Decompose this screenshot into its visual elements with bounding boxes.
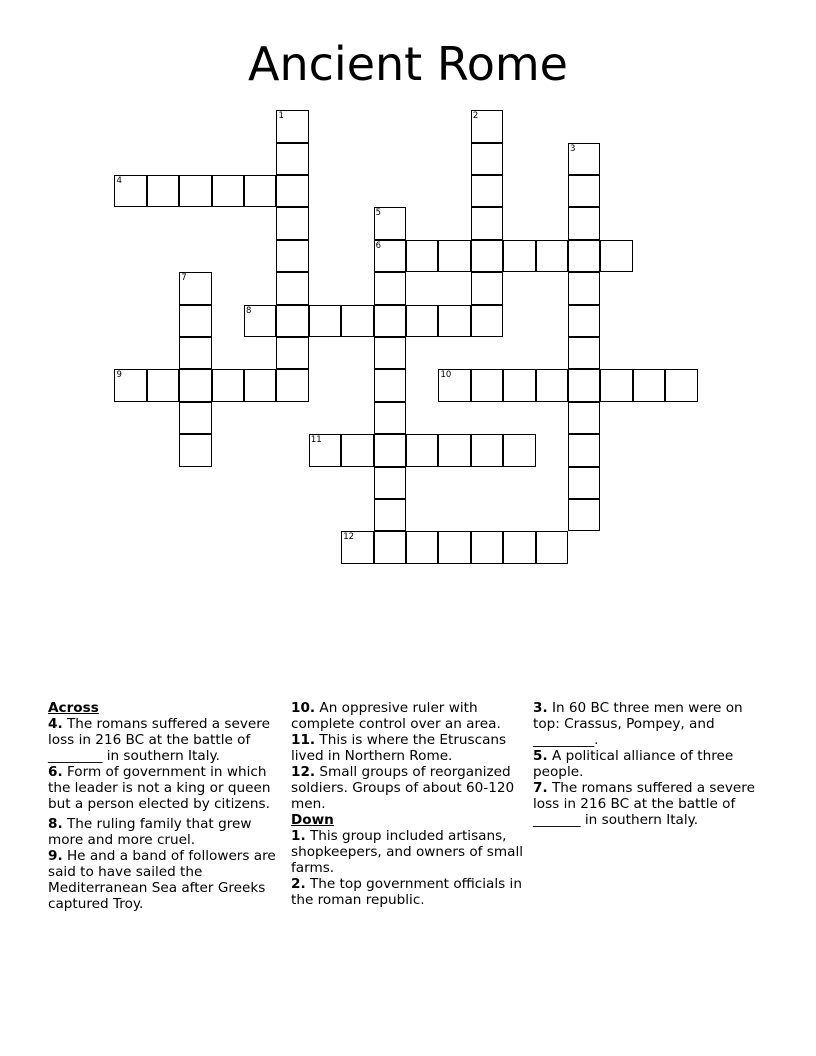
clue-text: The romans suffered a severe loss in 216 BC at the battle of _______ in southern Italy. xyxy=(533,780,755,828)
clue-number: 4. xyxy=(48,716,63,732)
clue-column-3 xyxy=(533,700,758,828)
grid-cell[interactable] xyxy=(568,175,600,207)
clue-text: The romans suffered a severe loss in 216 BC at the battle of ________ in southern Italy. xyxy=(48,716,270,764)
clue-across-12 xyxy=(291,764,523,812)
grid-cell[interactable] xyxy=(374,499,406,531)
clue-number-label: 12 xyxy=(343,532,355,543)
grid-cell[interactable] xyxy=(438,369,470,401)
clue-number: 8. xyxy=(48,816,63,832)
grid-cell[interactable] xyxy=(568,467,600,499)
grid-cell[interactable] xyxy=(276,272,308,304)
grid-cell[interactable] xyxy=(568,499,600,531)
clue-across-8 xyxy=(48,816,280,848)
clue-number-label: 10 xyxy=(440,370,452,381)
grid-cell[interactable] xyxy=(179,337,211,369)
clue-text: Form of government in which the leader is not a king or queen but a person elected by citizens. xyxy=(48,764,271,812)
clue-down-7 xyxy=(533,780,758,828)
grid-cell[interactable] xyxy=(341,434,373,466)
grid-cell[interactable] xyxy=(374,531,406,563)
clue-number-label: 9 xyxy=(116,370,122,381)
grid-cell[interactable] xyxy=(633,369,665,401)
clue-number: 2. xyxy=(291,876,306,892)
grid-cell[interactable] xyxy=(212,175,244,207)
grid-cell[interactable] xyxy=(568,337,600,369)
grid-cell[interactable] xyxy=(568,240,600,272)
clue-number-label: 3 xyxy=(570,143,576,154)
clue-number-label: 1 xyxy=(278,111,284,122)
grid-cell[interactable] xyxy=(471,434,503,466)
clue-down-5 xyxy=(533,748,758,780)
clue-text: An oppresive ruler with complete control over an area. xyxy=(291,700,501,732)
grid-cell[interactable] xyxy=(179,175,211,207)
grid-cell[interactable] xyxy=(536,240,568,272)
grid-cell[interactable] xyxy=(471,369,503,401)
grid-cell[interactable] xyxy=(276,337,308,369)
grid-cell[interactable] xyxy=(374,434,406,466)
grid-cell[interactable] xyxy=(374,402,406,434)
clue-number: 9. xyxy=(48,848,63,864)
clue-text: This group included artisans, shopkeepers, and owners of small farms. xyxy=(291,828,523,876)
grid-cell[interactable] xyxy=(276,240,308,272)
clue-across-11 xyxy=(291,732,523,764)
grid-cell[interactable] xyxy=(406,434,438,466)
grid-cell[interactable] xyxy=(374,467,406,499)
clue-number-label: 11 xyxy=(310,435,322,446)
grid-cell[interactable] xyxy=(471,531,503,563)
grid-cell[interactable] xyxy=(471,305,503,337)
grid-cell[interactable] xyxy=(568,402,600,434)
grid-cell[interactable] xyxy=(503,531,535,563)
grid-cell[interactable] xyxy=(406,305,438,337)
clue-text: He and a band of followers are said to have sailed the Mediterranean Sea after Greeks captured Troy. xyxy=(48,848,276,912)
grid-cell[interactable] xyxy=(438,305,470,337)
grid-cell[interactable] xyxy=(374,272,406,304)
grid-cell[interactable] xyxy=(665,369,697,401)
grid-cell[interactable] xyxy=(568,143,600,175)
grid-cell[interactable] xyxy=(536,369,568,401)
grid-cell[interactable] xyxy=(568,272,600,304)
across-heading: Across xyxy=(48,700,99,716)
grid-cell[interactable] xyxy=(568,434,600,466)
grid-cell[interactable] xyxy=(471,240,503,272)
clue-number: 6. xyxy=(48,764,63,780)
grid-cell[interactable] xyxy=(179,434,211,466)
grid-cell[interactable] xyxy=(309,305,341,337)
grid-cell[interactable] xyxy=(341,305,373,337)
grid-cell[interactable] xyxy=(179,272,211,304)
grid-cell[interactable] xyxy=(568,369,600,401)
grid-cell[interactable] xyxy=(568,207,600,239)
clue-column-1 xyxy=(48,700,280,912)
grid-cell[interactable] xyxy=(276,175,308,207)
grid-cell[interactable] xyxy=(438,531,470,563)
clue-text: Small groups of reorganized soldiers. Groups of about 60-120 men. xyxy=(291,764,515,812)
grid-cell[interactable] xyxy=(600,369,632,401)
grid-cell[interactable] xyxy=(212,369,244,401)
clue-across-9 xyxy=(48,848,280,912)
grid-cell[interactable] xyxy=(471,175,503,207)
grid-cell[interactable] xyxy=(503,240,535,272)
clue-number-label: 6 xyxy=(375,240,382,251)
grid-cell[interactable] xyxy=(114,369,146,401)
clue-text: This is where the Etruscans lived in Northern Rome. xyxy=(291,732,507,764)
grid-cell[interactable] xyxy=(114,175,146,207)
grid-cell[interactable] xyxy=(471,143,503,175)
clue-text: A political alliance of three people. xyxy=(533,748,734,780)
clue-number: 1. xyxy=(291,828,306,844)
clue-across-10 xyxy=(291,700,523,732)
grid-cell[interactable] xyxy=(503,434,535,466)
grid-cell[interactable] xyxy=(374,207,406,239)
clue-number-label: 4 xyxy=(116,176,122,187)
clue-text: In 60 BC three men were on top: Crassus, Pompey, and _________. xyxy=(533,700,743,748)
grid-cell[interactable] xyxy=(374,337,406,369)
grid-cell[interactable] xyxy=(536,531,568,563)
grid-cell[interactable] xyxy=(503,369,535,401)
down-heading: Down xyxy=(291,812,334,828)
grid-cell[interactable] xyxy=(438,434,470,466)
grid-cell[interactable] xyxy=(568,305,600,337)
clue-text: The ruling family that grew more and more cruel. xyxy=(48,816,252,848)
grid-cell[interactable] xyxy=(374,369,406,401)
clue-number: 10. xyxy=(291,700,316,716)
grid-cell[interactable] xyxy=(471,110,503,142)
grid-cell[interactable] xyxy=(406,240,438,272)
clue-number-label: 8 xyxy=(246,305,252,316)
grid-cell[interactable] xyxy=(600,240,632,272)
grid-cell[interactable] xyxy=(309,434,341,466)
grid-cell[interactable] xyxy=(147,175,179,207)
clue-number: 11. xyxy=(291,732,316,748)
grid-cell[interactable] xyxy=(276,110,308,142)
grid-cell[interactable] xyxy=(438,240,470,272)
puzzle-title: Ancient Rome xyxy=(248,37,568,91)
clue-number-label: 2 xyxy=(472,111,479,122)
clue-number-label: 5 xyxy=(375,208,382,219)
clue-number: 12. xyxy=(291,764,316,780)
clue-number: 7. xyxy=(533,780,548,796)
grid-cell[interactable] xyxy=(374,305,406,337)
grid-cell[interactable] xyxy=(341,531,373,563)
grid-cell[interactable] xyxy=(276,207,308,239)
clue-across-6 xyxy=(48,764,280,812)
grid-cell[interactable] xyxy=(276,143,308,175)
grid-cell[interactable] xyxy=(244,305,276,337)
grid-cell[interactable] xyxy=(276,369,308,401)
grid-cell[interactable] xyxy=(244,369,276,401)
clue-number: 5. xyxy=(533,748,548,764)
grid-cell[interactable] xyxy=(179,402,211,434)
grid-cell[interactable] xyxy=(147,369,179,401)
clue-down-1 xyxy=(291,828,523,876)
clue-column-2 xyxy=(291,700,523,908)
clue-down-2 xyxy=(291,876,523,908)
grid-cell[interactable] xyxy=(276,305,308,337)
clue-across-4 xyxy=(48,716,280,764)
clue-number-label: 7 xyxy=(181,273,187,284)
clue-text: The top government officials in the roman republic. xyxy=(291,876,522,908)
clue-down-3 xyxy=(533,700,758,748)
grid-cell[interactable] xyxy=(244,175,276,207)
grid-cell[interactable] xyxy=(471,272,503,304)
grid-cell[interactable] xyxy=(179,369,211,401)
grid-cell[interactable] xyxy=(471,207,503,239)
grid-cell[interactable] xyxy=(179,305,211,337)
grid-cell[interactable] xyxy=(374,240,406,272)
grid-cell[interactable] xyxy=(406,531,438,563)
clue-number: 3. xyxy=(533,700,548,716)
